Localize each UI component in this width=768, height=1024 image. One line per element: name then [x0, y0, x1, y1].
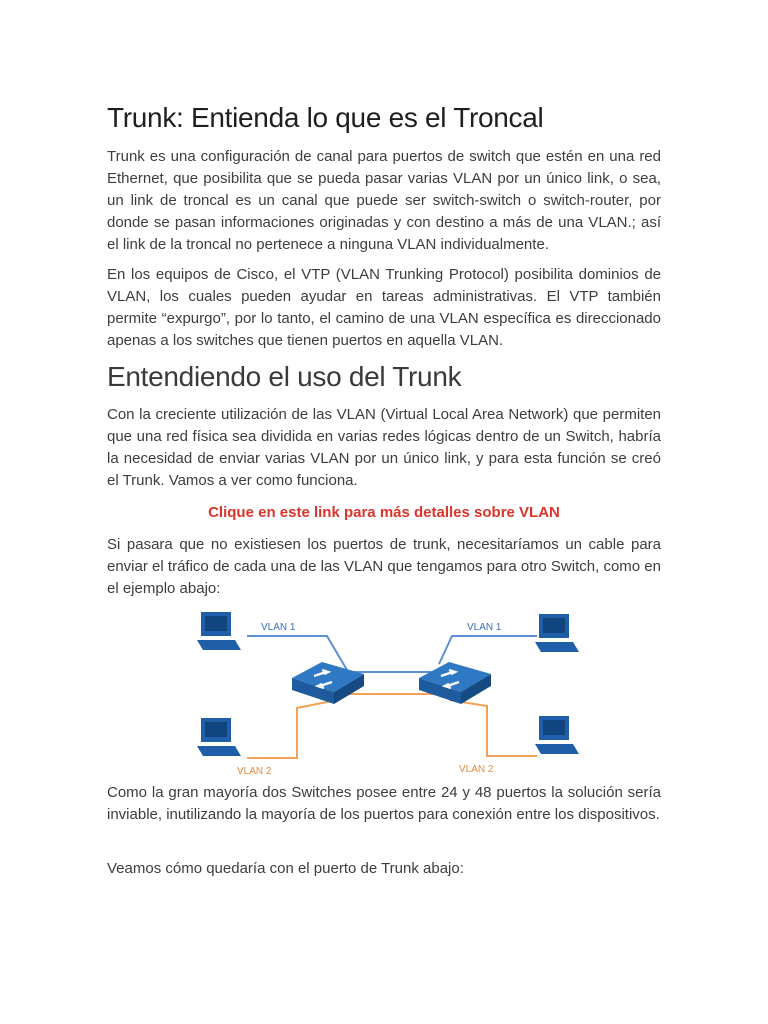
computer-icon [197, 718, 241, 756]
vlan-network-diagram [187, 608, 597, 778]
switch-icon [419, 662, 491, 704]
computer-icon [535, 614, 579, 652]
page-title: Trunk: Entienda lo que es el Troncal [107, 102, 544, 133]
switch-icon [292, 662, 364, 704]
vlan1-left-label: VLAN 1 [261, 622, 296, 633]
vlan2-right-label: VLAN 2 [459, 764, 494, 775]
paragraph-vtp: En los equipos de Cisco, el VTP (VLAN Trunking Protocol) posibilita dominios de VLAN, los cuales pueden ayudar en tareas administrativas. El VTP también permite “expurgo”, por lo tanto, el camino de una VLAN específica es direccionado apenas a los switches que tienen puertos en aquella VLAN. [107, 266, 661, 349]
paragraph-no-trunk: Si pasara que no existiesen los puertos de trunk, necesitaríamos un cable para enviar el tráfico de cada una de las VLAN que tengamos para otro Switch, como en el ejemplo abajo: [107, 536, 661, 597]
vlan2-right-link [449, 700, 537, 756]
computer-icon [197, 612, 241, 650]
paragraph-vlan-intro: Con la creciente utilización de las VLAN (Virtual Local Area Network) que permiten que una red física sea dividida en varias redes lógicas dentro de un Switch, habría la necesidad de enviar varias VLAN por un único link, y para esta función se creó el Trunk. Vamos a ver como funciona. [107, 406, 661, 489]
computer-icon [535, 716, 579, 754]
vlan2-left-link [247, 700, 337, 758]
vlan2-links [247, 694, 537, 758]
section-heading-uso-trunk: Entendiendo el uso del Trunk [107, 361, 462, 392]
vlan1-right-link [439, 636, 537, 664]
vlan1-links [247, 636, 537, 672]
spacer [107, 834, 661, 858]
paragraph-trunk-definition: Trunk es una configuración de canal para puertos de switch que estén en una red Ethernet, que posibilita que se pueda pasar varias VLAN por un único link, o sea, un link de troncal es un canal que puede ser switch-switch o switch-router, por donde se pasan informaciones originadas y con destino a más de una VLAN.; así el link de la troncal no pertenece a ninguna VLAN individualmente. [107, 148, 661, 253]
document-content [107, 100, 661, 888]
vlan2-left-label: VLAN 2 [237, 766, 272, 777]
paragraph-trunk-below: Veamos cómo quedaría con el puerto de Trunk abajo: [107, 860, 464, 877]
vlan-details-link[interactable]: Clique en este link para más detalles sobre VLAN [208, 504, 560, 521]
vlan1-right-label: VLAN 1 [467, 622, 502, 633]
paragraph-inviable: Como la gran mayoría dos Switches posee entre 24 y 48 puertos la solución sería inviable, inutilizando la mayoría de los puertos para conexión entre los dispositivos. [107, 784, 661, 823]
